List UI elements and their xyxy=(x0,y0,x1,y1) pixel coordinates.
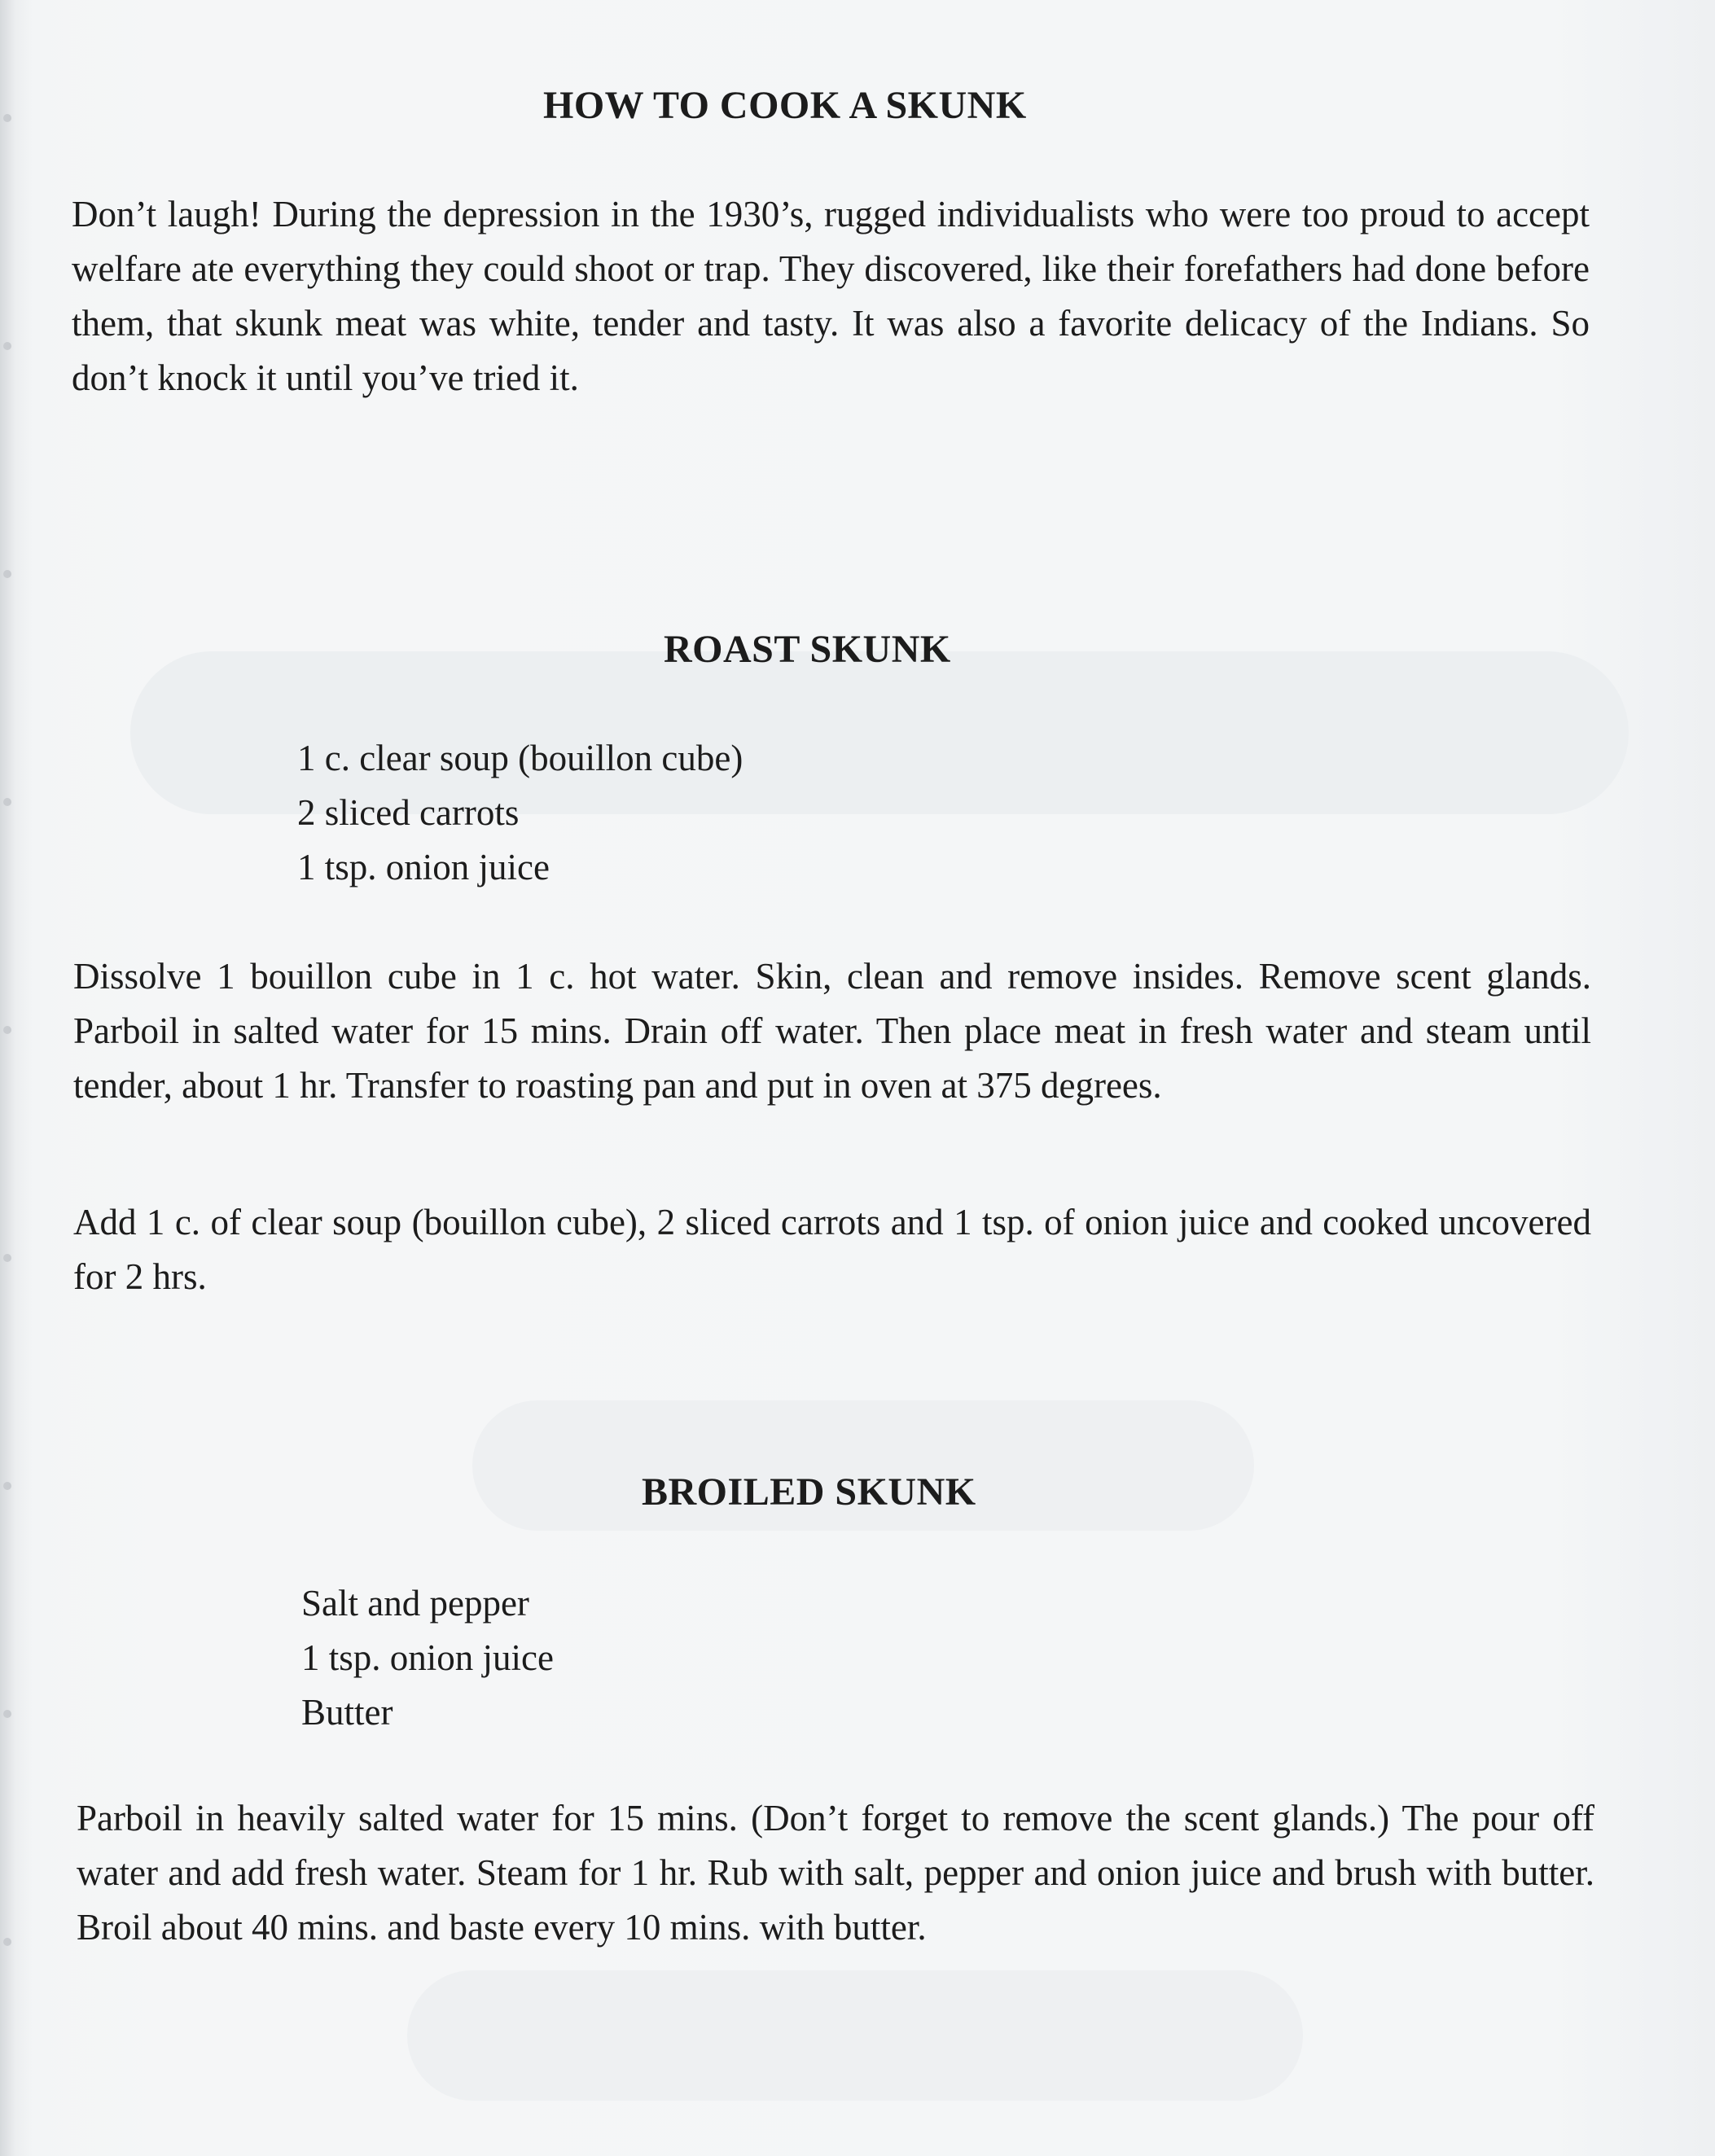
ingredient-item: Butter xyxy=(301,1692,393,1733)
ingredient-item: Salt and pepper xyxy=(301,1583,529,1624)
intro-paragraph: Don’t laugh! During the depression in the 1930’s, rugged individualists who were too proud to accept welfare ate everything they could shoot or trap. They discovered, like their forefathers had done before them, that skunk meat was white, tender and tasty. It was also a favorite delicacy of the Indians. So don’t knock it until you’ve tried it. xyxy=(72,194,1590,398)
roast-instructions-2: Add 1 c. of clear soup (bouillon cube), 2 sliced carrots and 1 tsp. of onion juice and cooked uncovered for 2 hrs. xyxy=(73,1202,1591,1297)
section-title-broiled-skunk: BROILED SKUNK xyxy=(642,1470,976,1514)
ingredient-item: 1 tsp. onion juice xyxy=(301,1637,554,1678)
broiled-ingredients-list xyxy=(301,1576,554,1740)
roast-instructions-1: Dissolve 1 bouillon cube in 1 c. hot water. Skin, clean and remove insides. Remove scent glands. Parboil in salted water for 15 mins. Drain off water. Then place meat in fresh water and steam until tender, about 1 hr. Transfer to roasting pan and put in oven at 375 degrees. xyxy=(73,956,1591,1106)
ingredient-item: 1 tsp. onion juice xyxy=(297,847,550,887)
roast-ingredients-list xyxy=(297,731,743,895)
ingredient-item: 2 sliced carrots xyxy=(297,792,520,833)
broiled-instructions: Parboil in heavily salted water for 15 mins. (Don’t forget to remove the scent glands.) The pour off water and add fresh water. Steam for 1 hr. Rub with salt, pepper and onion juice and brush with butter. Broil about 40 mins. and baste every 10 mins. with butter. xyxy=(77,1798,1594,1948)
section-title-how-to-cook: HOW TO COOK A SKUNK xyxy=(543,84,1027,127)
section-title-roast-skunk: ROAST SKUNK xyxy=(664,628,951,671)
ingredient-item: 1 c. clear soup (bouillon cube) xyxy=(297,738,743,778)
